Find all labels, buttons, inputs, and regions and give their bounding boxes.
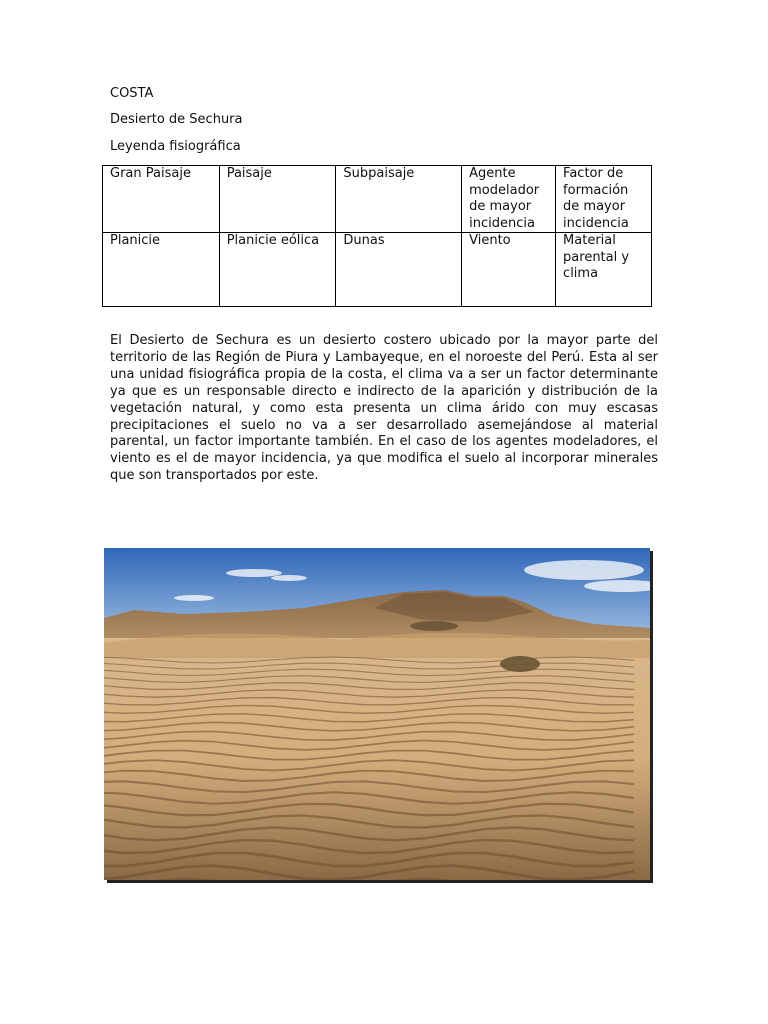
- header-gran-paisaje: Gran Paisaje: [103, 166, 220, 233]
- desert-dunes-illustration: [104, 548, 650, 880]
- shrub-far: [410, 621, 458, 631]
- table-header-row: [103, 166, 652, 233]
- physiographic-legend-table: [102, 165, 652, 307]
- region-heading: COSTA: [110, 86, 154, 101]
- cell-agente: Viento: [462, 233, 556, 307]
- header-agente: Agente modelador de mayor incidencia: [462, 166, 556, 233]
- sand-field: [104, 638, 650, 880]
- desert-dunes-photo: [104, 548, 650, 880]
- cell-paisaje: Planicie eólica: [219, 233, 336, 307]
- header-subpaisaje: Subpaisaje: [336, 166, 462, 233]
- body-paragraph: El Desierto de Sechura es un desierto costero ubicado por la mayor parte del territorio de las Región de Piura y Lambayeque, en el noroeste del Perú. Esta al ser una unidad fisiográfica propia de la costa, el clima va a ser un factor determinante ya que es un responsable directo e indirecto de la aparición y distribución de la vegetación natural, y como esta presenta un clima árido con muy escasas precipitaciones el suelo no va a ser desarrollado asemejándose al material parental, un factor importante también. En el caso de los agentes modeladores, el viento es el de mayor incidencia, ya que modifica el suelo al incorporar minerales que son transportados por este.: [110, 333, 658, 484]
- legend-title: Leyenda fisiográfica: [110, 139, 241, 154]
- header-factor: Factor de formación de mayor incidencia: [556, 166, 652, 233]
- cell-subpaisaje: Dunas: [336, 233, 462, 307]
- table-row: [103, 233, 652, 307]
- cell-factor: Material parental y clima: [556, 233, 652, 307]
- header-paisaje: Paisaje: [219, 166, 336, 233]
- cell-gran-paisaje: Planicie: [103, 233, 220, 307]
- place-heading: Desierto de Sechura: [110, 112, 243, 127]
